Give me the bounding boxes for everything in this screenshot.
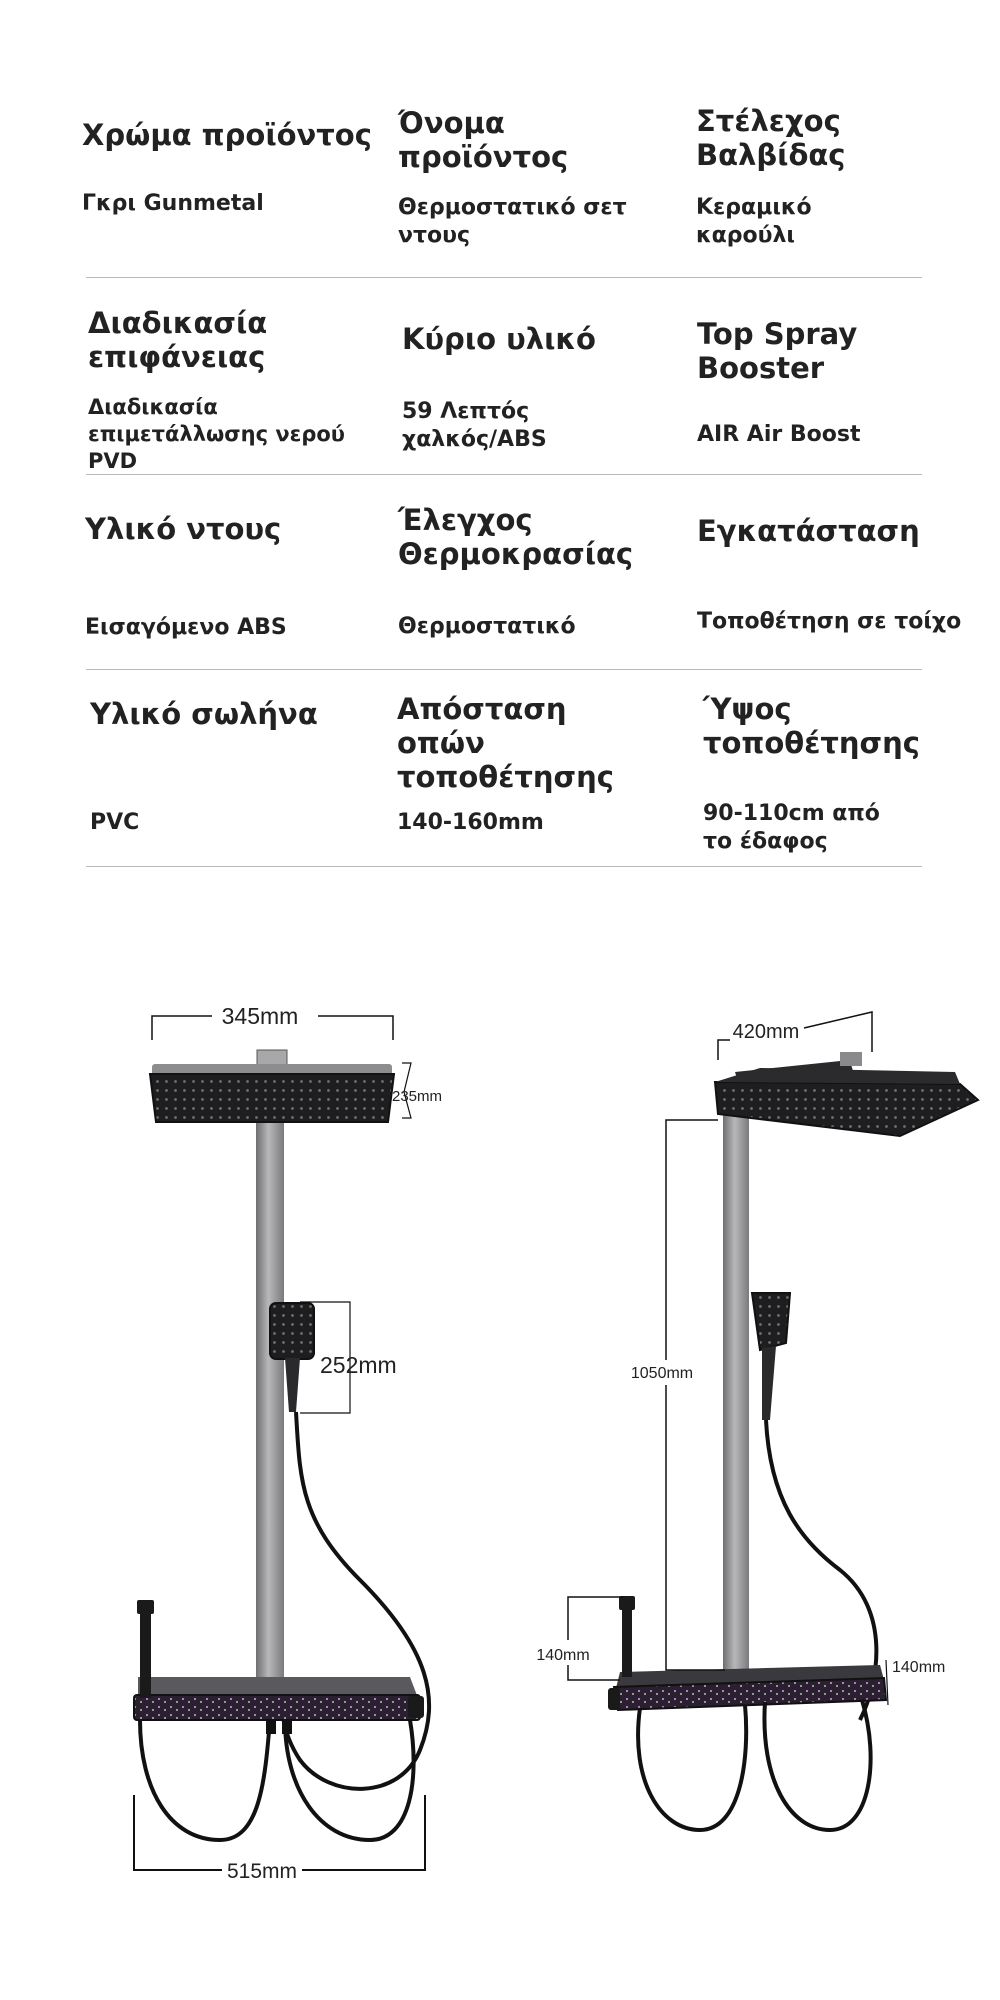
divider: [86, 474, 922, 475]
spec-surface-process: [88, 306, 345, 473]
spec-value: Θερμοστατικό: [398, 614, 576, 639]
spec-temperature-control: [398, 503, 658, 639]
spec-label: Στέλεχος Βαλβίδας: [696, 104, 846, 172]
front-inlet-left: [266, 1720, 276, 1734]
spec-value: Γκρι Gunmetal: [82, 191, 264, 216]
spec-value: AIR Air Boost: [697, 422, 861, 447]
front-rain-head: [150, 1074, 394, 1122]
spec-product-name: [398, 106, 658, 248]
spec-label: Χρώμα προϊόντος: [82, 118, 372, 152]
dim-side-panel: 140mm: [892, 1659, 946, 1676]
spec-product-color: [82, 118, 382, 216]
divider: [86, 277, 922, 278]
dim-line-front-base-width: [134, 1795, 425, 1870]
spec-mounting-height: [703, 692, 923, 854]
spec-value: 59 Λεπτός χαλκός/ABS: [402, 399, 547, 452]
side-knob: [608, 1688, 620, 1710]
spec-table: [0, 0, 1000, 870]
front-spout: [140, 1608, 151, 1698]
dimension-diagrams: [0, 960, 1000, 2000]
front-column: [256, 1115, 284, 1685]
front-view: [134, 1003, 442, 1883]
dim-side-spout: 140mm: [536, 1647, 590, 1664]
spec-label: Διαδικασία επιφάνειας: [88, 306, 268, 374]
spec-label: Υλικό σωλήνα: [90, 697, 318, 731]
spec-label: Top Spray Booster: [697, 317, 858, 385]
front-console-panel: [134, 1695, 420, 1720]
spec-value: 140-160mm: [397, 810, 544, 835]
front-inlet-right: [282, 1720, 292, 1734]
spec-label: Υλικό ντους: [85, 512, 282, 546]
side-spout: [622, 1605, 632, 1677]
dim-front-head-width: 345mm: [221, 1003, 299, 1029]
spec-label: Κύριο υλικό: [402, 322, 596, 356]
dim-front-handheld: 252mm: [320, 1352, 397, 1378]
spec-value: 90-110cm από το έδαφος: [703, 801, 880, 854]
spec-label: Ύψος τοποθέτησης: [703, 692, 920, 760]
dim-line-side-spout: [568, 1597, 625, 1680]
spec-installation: [697, 514, 997, 634]
side-handheld-head: [752, 1293, 790, 1350]
dim-front-head-depth: 235mm: [392, 1088, 443, 1105]
side-lower-hose-right: [764, 1700, 870, 1830]
spec-value: PVC: [90, 810, 140, 835]
spec-value: Τοποθέτηση σε τοίχο: [697, 609, 962, 634]
side-view: [536, 1012, 978, 1830]
spec-value: Εισαγόμενο ABS: [85, 615, 287, 640]
side-column: [723, 1105, 749, 1690]
dim-line-side-column: [666, 1120, 725, 1670]
spec-value: Θερμοστατικό σετ ντους: [398, 195, 627, 248]
side-rain-head: [715, 1082, 978, 1136]
spec-top-spray-booster: [697, 317, 877, 447]
spec-value: Κεραμικό καρούλι: [696, 195, 812, 248]
side-head-mount: [840, 1052, 862, 1066]
side-spout-top: [619, 1596, 635, 1610]
spec-label: Εγκατάσταση: [697, 514, 920, 548]
front-handheld-handle: [285, 1358, 300, 1412]
dim-side-head-width: 420mm: [732, 1021, 800, 1043]
side-handheld-handle: [762, 1346, 776, 1420]
spec-label: Όνομα προϊόντος: [398, 106, 569, 174]
spec-label: Έλεγχος Θερμοκρασίας: [398, 503, 634, 571]
diagram-svg: [0, 960, 1000, 2000]
spec-pipe-material: [90, 697, 390, 835]
side-lower-hose-left: [638, 1705, 746, 1830]
front-hose: [282, 1412, 429, 1789]
spec-main-material: [402, 322, 702, 452]
divider: [86, 669, 922, 670]
spec-label: Απόσταση οπών τοποθέτησης: [397, 692, 614, 794]
divider: [86, 866, 922, 867]
front-spout-top: [137, 1600, 154, 1614]
spec-value: Διαδικασία επιμετάλλωσης νερού PVD: [88, 395, 345, 473]
dim-front-base-width: 515mm: [226, 1860, 298, 1883]
spec-shower-material: [85, 512, 385, 640]
front-knob: [408, 1696, 424, 1718]
front-lower-hose-left: [140, 1720, 270, 1840]
spec-hole-distance: [397, 692, 657, 835]
front-handheld-head: [270, 1303, 314, 1359]
spec-valve-core: [696, 104, 996, 248]
dim-side-column: 1050mm: [630, 1365, 694, 1382]
